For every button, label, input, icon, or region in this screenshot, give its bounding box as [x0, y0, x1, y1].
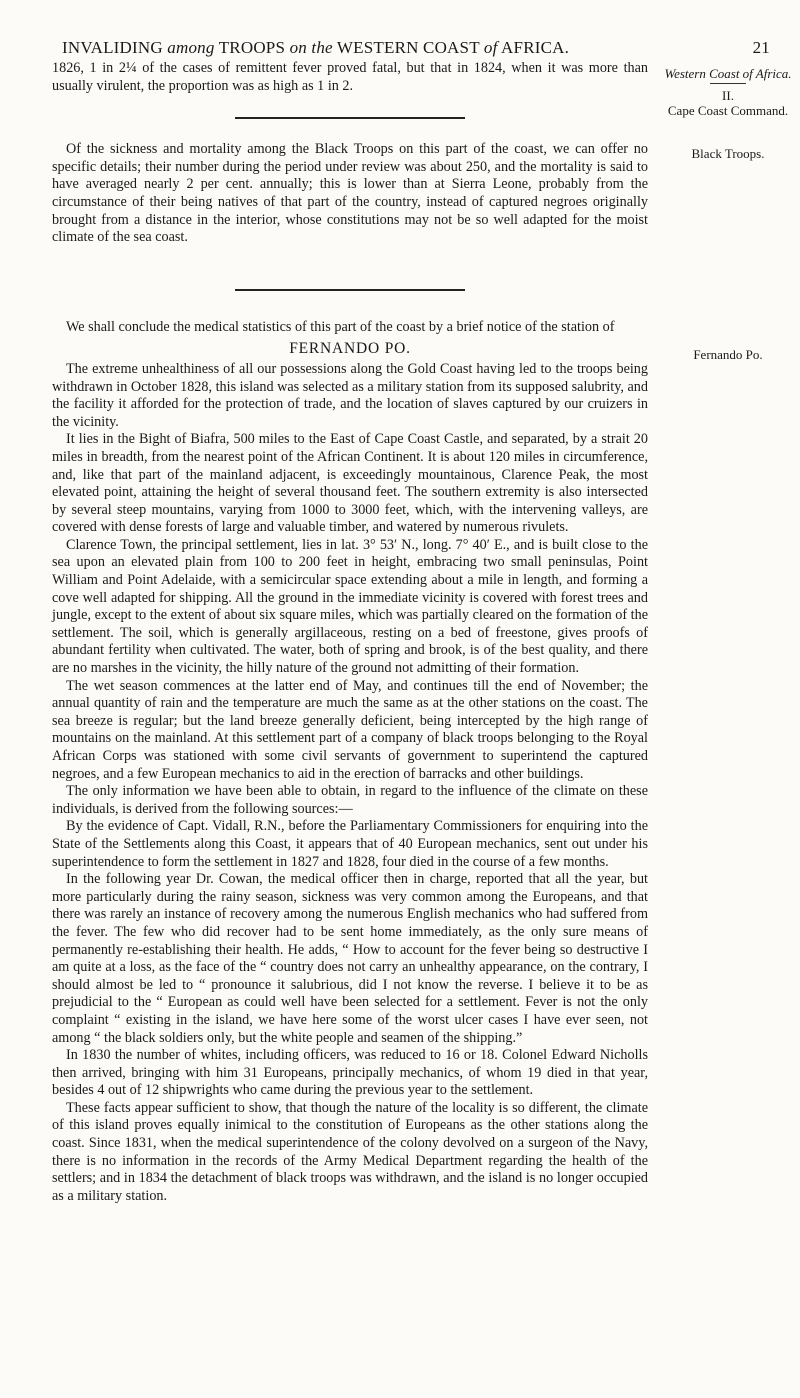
margin-note-section: II. — [722, 88, 734, 103]
paragraph: The wet season commences at the latter end of May, and continues till the end of November; the annual quantity of rain and the temperature are much the same as at the other stations on the coast. The sea breeze is regular; but the land breeze generally deficient, being intercepted by the high range of mountains on the mainland. At this settlement part of a company of black troops belonging to the Royal African Corps was stationed with some civil servants of government to superintend the captured negroes, and a few European mechanics to aid in the erection of barracks and other buildings. — [52, 677, 648, 782]
margin-note-black-troops: Black Troops. — [691, 146, 765, 161]
margin-rule — [710, 83, 746, 84]
margin-note-fernando-po: Fernando Po. — [693, 347, 763, 362]
paragraph: It lies in the Bight of Biafra, 500 miles to the East of Cape Coast Castle, and separated, by a strait 20 miles in breadth, from the nearest point of the African Continent. It is about 120 miles in circumference, and, like that part of the mainland adjacent, is exceedingly mountainous, Clarence Peak, the most elevated point, attaining the height of several thousand feet. The southern extremity is also intersected by several steep mountains, varying from 1000 to 3000 feet, which, with the intervening valleys, are covered with dense forests of large and valuable timber, and watered by numerous rivulets. — [52, 431, 648, 536]
paragraph: The extreme unhealthiness of all our possessions along the Gold Coast having led to the troops being withdrawn in October 1828, this island was selected as a military station from its supposed salubrity, and the facility it afforded for the protection of trade, and the location of slaves captured by our cruizers in the vicinity. — [52, 360, 648, 430]
page-number: 21 — [752, 38, 770, 57]
paragraph: Of the sickness and mortality among the Black Troops on this part of the coast, we can offer no specific details; their number during the period under review was about 250, and the mortality is said to have averaged nearly 2 per cent. annually; this is lower than at Sierra Leone, probably from the circumstance of their being natives of that part of the country, instead of captured negroes originally brought from a distance in the interior, whose constitutions may not be so well adapted for the moist climate of the sea coast. — [52, 141, 648, 246]
margin-note-region: Western Coast of Africa. II. Cape Coast Command. — [660, 66, 796, 118]
paragraph: The only information we have been able to obtain, in regard to the influence of the climate on these individuals, is derived from the following sources:— — [52, 783, 648, 817]
paragraph: Clarence Town, the principal settlement, lies in lat. 3° 53′ N., long. 7° 40′ E., and is built close to the sea upon an elevated plain from 100 to 200 feet in height, embracing two small peninsulas, Point William and Point Adelaide, with a semicircular space extending about a mile in length, and forming a cove well adapted for shipping. All the ground in the immediate vicinity is covered with forest trees and jungle, except to the extent of about six square miles, which was partially cleared on the formation of the settlement. The soil, which is generally argillaceous, resting on a bed of freestone, gives proofs of abundant fertility when cultivated. The water, both of spring and brook, is of the best quality, and there are no marshes in the vicinity, the hilly nature of the ground not admitting of their formation. — [52, 536, 648, 677]
paragraph: In the following year Dr. Cowan, the medical officer then in charge, reported that all the year, but more particularly during the rainy season, sickness was very common among the Europeans, and that there was rarely an instance of recovery among the numerous English mechanics who had suffered from the fever. The few who did recover had to be sent home immediately, as the only sure means of permanently re-establishing their health. He adds, “ How to account for the fever being so destructive I am quite at a loss, as the face of the “ country does not carry an unhealthy appearance, on the contrary, I should almost be led to “ pronounce it salubrious, did I not know the reverse. I believe it to be as prejudicial to the “ European as could well have been selected for a settlement. Fever is not the only complaint “ existing in the island, we have here some of the worst ulcer cases I have ever seen, not among “ the black soldiers only, but the white people and seamen of the shipping.” — [52, 871, 648, 1046]
section-heading: FERNANDO PO. — [289, 340, 411, 358]
paragraph: 1826, 1 in 2¼ of the cases of remittent fever proved fatal, but that in 1824, when it was more than usually virulent, the proportion was as high as 1 in 2. — [52, 60, 648, 94]
paragraph: By the evidence of Capt. Vidall, R.N., before the Parliamentary Commissioners for enquiring into the State of the Settlements along this Coast, it appears that of 40 European mechanics, sent out under his superintendence to form the settlement in 1827 and 1828, four died in the course of a few months. — [52, 818, 648, 870]
paragraph: These facts appear sufficient to show, that though the nature of the locality is so different, the climate of this island proves equally inimical to the constitution of Europeans as the other stations along the coast. Since 1831, when the medical superintendence of the colony devolved on a surgeon of the Navy, there is no information in the records of the Army Medical Department regarding the health of the settlers; and in 1834 the detachment of black troops was withdrawn, and the island is no longer occupied as a military station. — [52, 1099, 648, 1204]
paragraph: In 1830 the number of whites, including officers, was reduced to 16 or 18. Colonel Edward Nicholls then arrived, bringing with him 31 Europeans, principally mechanics, of whom 19 died in that year, besides 4 out of 12 shipwrights who came during the previous year to the settlement. — [52, 1047, 648, 1099]
paragraph: We shall conclude the medical statistics of this part of the coast by a brief notice of the station of — [66, 318, 615, 335]
running-title: INVALIDING among TROOPS on the WESTERN COAST of AFRICA. — [62, 38, 570, 57]
margin-note-command: Cape Coast Command. — [667, 103, 789, 118]
main-text — [52, 60, 648, 1205]
